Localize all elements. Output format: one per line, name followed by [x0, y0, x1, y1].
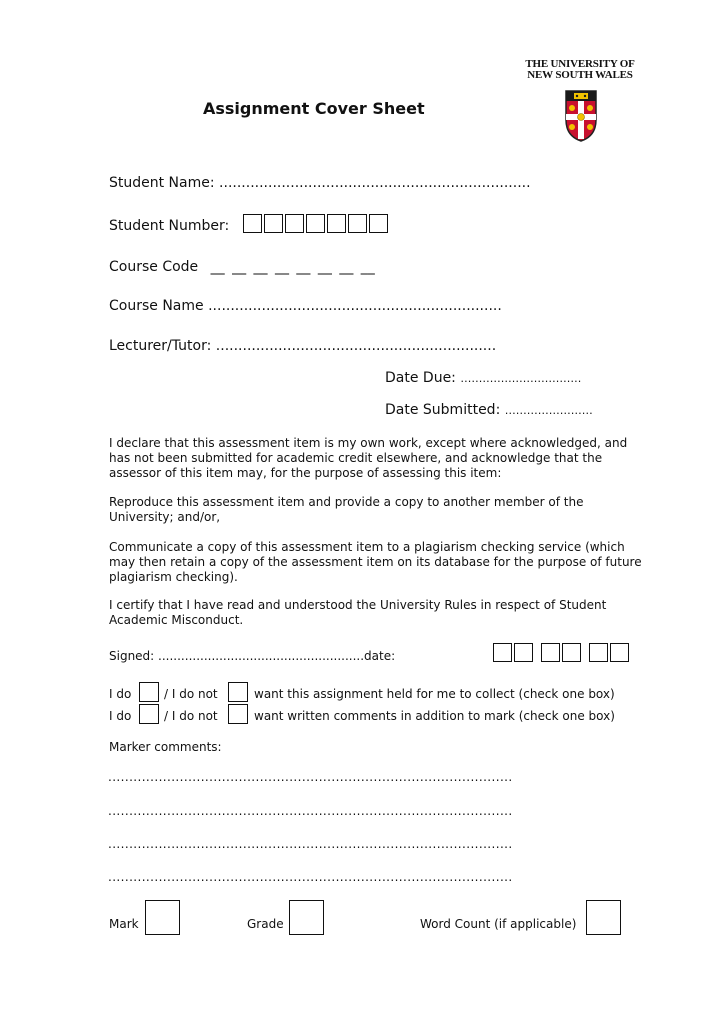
date-day-box[interactable]: [493, 643, 512, 662]
signed-row: [109, 649, 395, 663]
student-number-box[interactable]: [348, 214, 367, 233]
marker-comments-label: Marker comments:: [109, 740, 222, 754]
student-number-box[interactable]: [285, 214, 304, 233]
reproduce-paragraph: Reproduce this assessment item and provide a copy to another member of the University; and/or,: [109, 495, 584, 524]
date-submitted-label: Date Submitted:: [385, 402, 501, 418]
mark-box[interactable]: [145, 900, 180, 935]
student-number-box[interactable]: [369, 214, 388, 233]
course-name-row: [109, 298, 502, 314]
student-number-box[interactable]: [327, 214, 346, 233]
marker-comment-line[interactable]: ................................................................................................: [108, 870, 513, 884]
word-count-box[interactable]: [586, 900, 621, 935]
date-due-label: Date Due:: [385, 370, 456, 386]
student-number-label: Student Number:: [109, 218, 230, 234]
lecturer-field[interactable]: ...............................................................: [215, 338, 497, 354]
grade-box[interactable]: [289, 900, 324, 935]
certify-paragraph: I certify that I have read and understood the University Rules in respect of Student Academic Misconduct.: [109, 598, 607, 627]
course-name-field[interactable]: ..................................................................: [208, 298, 502, 314]
plagiarism-paragraph: Communicate a copy of this assessment item to a plagiarism checking service (which may then retain a copy of the assessment item on its database for the purpose of future plagiarism checking).: [109, 540, 642, 584]
course-code-field[interactable]: __ __ __ __ __ __ __ __: [210, 259, 375, 275]
student-number-box[interactable]: [243, 214, 262, 233]
student-name-field[interactable]: ......................................................................: [219, 175, 531, 191]
lecturer-label: Lecturer/Tutor:: [109, 338, 212, 354]
student-number-box[interactable]: [264, 214, 283, 233]
i-do-label: I do: [109, 687, 132, 701]
university-crest-icon: [565, 90, 597, 142]
signature-field[interactable]: ......................................................: [158, 649, 365, 663]
comments-no-checkbox[interactable]: [228, 704, 248, 724]
date-label: date:: [364, 649, 396, 663]
university-name-line2: NEW SOUTH WALES: [527, 69, 633, 81]
word-count-label: Word Count (if applicable): [420, 917, 577, 931]
course-name-label: Course Name: [109, 298, 204, 314]
date-submitted-row: [385, 402, 593, 418]
i-do-not-label: / I do not: [164, 709, 218, 723]
date-day-box[interactable]: [514, 643, 533, 662]
date-month-box[interactable]: [562, 643, 581, 662]
student-name-row: [109, 175, 531, 191]
option-collect-text: want this assignment held for me to collect (check one box): [254, 687, 615, 701]
date-due-field[interactable]: ……………………………: [460, 372, 582, 385]
date-month-box[interactable]: [541, 643, 560, 662]
i-do-label: I do: [109, 709, 132, 723]
university-name-line1: THE UNIVERSITY OF: [525, 58, 635, 70]
date-year-box[interactable]: [589, 643, 608, 662]
date-due-row: [385, 370, 581, 386]
date-year-box[interactable]: [610, 643, 629, 662]
mark-label: Mark: [109, 917, 139, 931]
declaration-paragraph: I declare that this assessment item is my own work, except where acknowledged, and has not been submitted for academic credit elsewhere, and acknowledge that the assessor of this item may, for the purpose of assessing this item:: [109, 436, 628, 480]
marker-comment-line[interactable]: ................................................................................................: [108, 837, 513, 851]
collect-no-checkbox[interactable]: [228, 682, 248, 702]
signed-label: Signed:: [109, 649, 155, 663]
student-name-label: Student Name:: [109, 175, 215, 191]
student-number-box[interactable]: [306, 214, 325, 233]
marker-comment-line[interactable]: ................................................................................................: [108, 804, 513, 818]
option-comments-text: want written comments in addition to mark (check one box): [254, 709, 615, 723]
i-do-not-label: / I do not: [164, 687, 218, 701]
page-title: Assignment Cover Sheet: [203, 99, 425, 118]
date-submitted-field[interactable]: ……………………: [504, 404, 593, 417]
lecturer-row: [109, 338, 496, 354]
grade-label: Grade: [247, 917, 284, 931]
comments-yes-checkbox[interactable]: [139, 704, 159, 724]
collect-yes-checkbox[interactable]: [139, 682, 159, 702]
marker-comment-line[interactable]: ................................................................................................: [108, 770, 513, 784]
course-code-row: [109, 259, 375, 275]
university-name: [520, 59, 640, 81]
signed-date-boxes[interactable]: [493, 643, 631, 662]
course-code-label: Course Code: [109, 259, 199, 275]
student-number-boxes[interactable]: [243, 214, 390, 233]
